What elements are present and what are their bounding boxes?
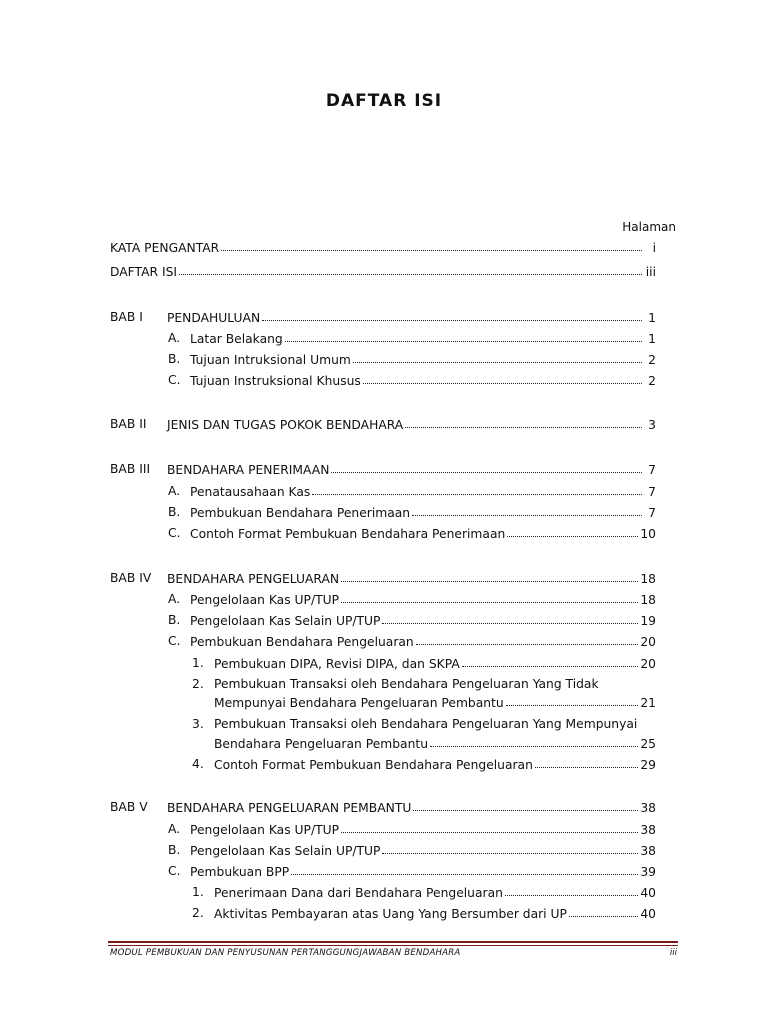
dot-leader <box>331 460 642 473</box>
dot-leader <box>341 820 638 833</box>
dot-leader <box>341 590 638 603</box>
item-marker: 1. <box>192 656 204 670</box>
toc-entry-bab1-b[interactable]: Tujuan Intruksional Umum 2 <box>190 351 656 368</box>
item-marker: A. <box>168 331 181 345</box>
footer-rule-thin <box>108 945 678 946</box>
toc-entry-daftar-isi[interactable]: DAFTAR ISI iii <box>110 263 656 280</box>
item-marker: B. <box>168 505 181 519</box>
toc-entry-bab4-c[interactable]: Pembukuan Bendahara Pengeluaran 20 <box>190 633 656 650</box>
item-marker: A. <box>168 484 181 498</box>
toc-entry-bab4-c4[interactable]: Contoh Format Pembukuan Bendahara Pengeluaran 29 <box>214 756 656 773</box>
dot-leader <box>413 798 638 811</box>
dot-leader <box>353 350 642 363</box>
chapter-number: BAB V <box>110 800 148 814</box>
dot-leader <box>462 654 639 667</box>
chapter-number: BAB II <box>110 417 147 431</box>
item-marker: A. <box>168 822 181 836</box>
item-marker: 3. <box>192 717 204 731</box>
toc-entry-bab4-c3-line1: Pembukuan Transaksi oleh Bendahara Pengeluaran Yang Mempunyai <box>214 717 638 731</box>
dot-leader <box>179 262 642 275</box>
toc-entry-bab5-c1[interactable]: Penerimaan Dana dari Bendahara Pengeluaran 40 <box>214 884 656 901</box>
chapter-number: BAB I <box>110 310 143 324</box>
toc-entry-bab3[interactable]: BENDAHARA PENERIMAAN 7 <box>167 461 656 478</box>
footer-page-number: iii <box>669 948 677 958</box>
toc-entry-bab4-a[interactable]: Pengelolaan Kas UP/TUP 18 <box>190 591 656 608</box>
item-marker: B. <box>168 613 181 627</box>
toc-entry-bab4[interactable]: BENDAHARA PENGELUARAN 18 <box>167 570 656 587</box>
toc-entry-bab5-c[interactable]: Pembukuan BPP 39 <box>190 863 656 880</box>
item-marker: A. <box>168 592 181 606</box>
dot-leader <box>312 482 642 495</box>
toc-entry-bab3-a[interactable]: Penatausahaan Kas 7 <box>190 483 656 500</box>
dot-leader <box>291 862 638 875</box>
dot-leader <box>221 238 642 251</box>
toc-entry-bab1[interactable]: PENDAHULUAN 1 <box>167 309 656 326</box>
item-marker: 2. <box>192 677 204 691</box>
item-marker: 2. <box>192 906 204 920</box>
dot-leader <box>382 611 638 624</box>
dot-leader <box>382 841 638 854</box>
dot-leader <box>535 755 638 768</box>
toc-entry-bab5-c2[interactable]: Aktivitas Pembayaran atas Uang Yang Bersumber dari UP 40 <box>214 905 656 922</box>
footer-rule <box>108 941 678 943</box>
item-marker: C. <box>168 864 181 878</box>
dot-leader <box>506 693 639 706</box>
toc-entry-bab3-c[interactable]: Contoh Format Pembukuan Bendahara Penerimaan 10 <box>190 525 656 542</box>
halaman-label: Halaman <box>622 220 676 234</box>
dot-leader <box>569 904 638 917</box>
item-marker: 1. <box>192 885 204 899</box>
toc-entry-bab4-b[interactable]: Pengelolaan Kas Selain UP/TUP 19 <box>190 612 656 629</box>
toc-entry-bab5-a[interactable]: Pengelolaan Kas UP/TUP 38 <box>190 821 656 838</box>
dot-leader <box>505 883 638 896</box>
toc-entry-bab4-c3[interactable]: Bendahara Pengeluaran Pembantu 25 <box>214 735 656 752</box>
dot-leader <box>285 329 642 342</box>
dot-leader <box>507 524 638 537</box>
toc-entry-bab1-a[interactable]: Latar Belakang 1 <box>190 330 656 347</box>
dot-leader <box>430 734 638 747</box>
item-marker: 4. <box>192 757 204 771</box>
item-marker: B. <box>168 843 181 857</box>
dot-leader <box>262 308 642 321</box>
dot-leader <box>405 415 642 428</box>
toc-entry-bab2[interactable]: JENIS DAN TUGAS POKOK BENDAHARA 3 <box>167 416 656 433</box>
toc-entry-kata-pengantar[interactable]: KATA PENGANTAR i <box>110 239 656 256</box>
toc-entry-bab1-c[interactable]: Tujuan Instruksional Khusus 2 <box>190 372 656 389</box>
dot-leader <box>363 371 642 384</box>
toc-entry-bab4-c2[interactable]: Mempunyai Bendahara Pengeluaran Pembantu 21 <box>214 694 656 711</box>
toc-entry-bab5[interactable]: BENDAHARA PENGELUARAN PEMBANTU 38 <box>167 799 656 816</box>
page-title: DAFTAR ISI <box>325 91 443 111</box>
item-marker: C. <box>168 526 181 540</box>
toc-entry-bab4-c1[interactable]: Pembukuan DIPA, Revisi DIPA, dan SKPA 20 <box>214 655 656 672</box>
dot-leader <box>412 503 642 516</box>
toc-entry-bab5-b[interactable]: Pengelolaan Kas Selain UP/TUP 38 <box>190 842 656 859</box>
footer-title: MODUL PEMBUKUAN DAN PENYUSUNAN PERTANGGUNGJAWABAN BENDAHARA <box>110 948 461 958</box>
chapter-number: BAB III <box>110 462 151 476</box>
dot-leader <box>341 569 638 582</box>
dot-leader <box>416 632 639 645</box>
chapter-number: BAB IV <box>110 571 152 585</box>
item-marker: C. <box>168 373 181 387</box>
item-marker: C. <box>168 634 181 648</box>
toc-entry-bab4-c2-line1: Pembukuan Transaksi oleh Bendahara Pengeluaran Yang Tidak <box>214 677 599 691</box>
item-marker: B. <box>168 352 181 366</box>
toc-entry-bab3-b[interactable]: Pembukuan Bendahara Penerimaan 7 <box>190 504 656 521</box>
